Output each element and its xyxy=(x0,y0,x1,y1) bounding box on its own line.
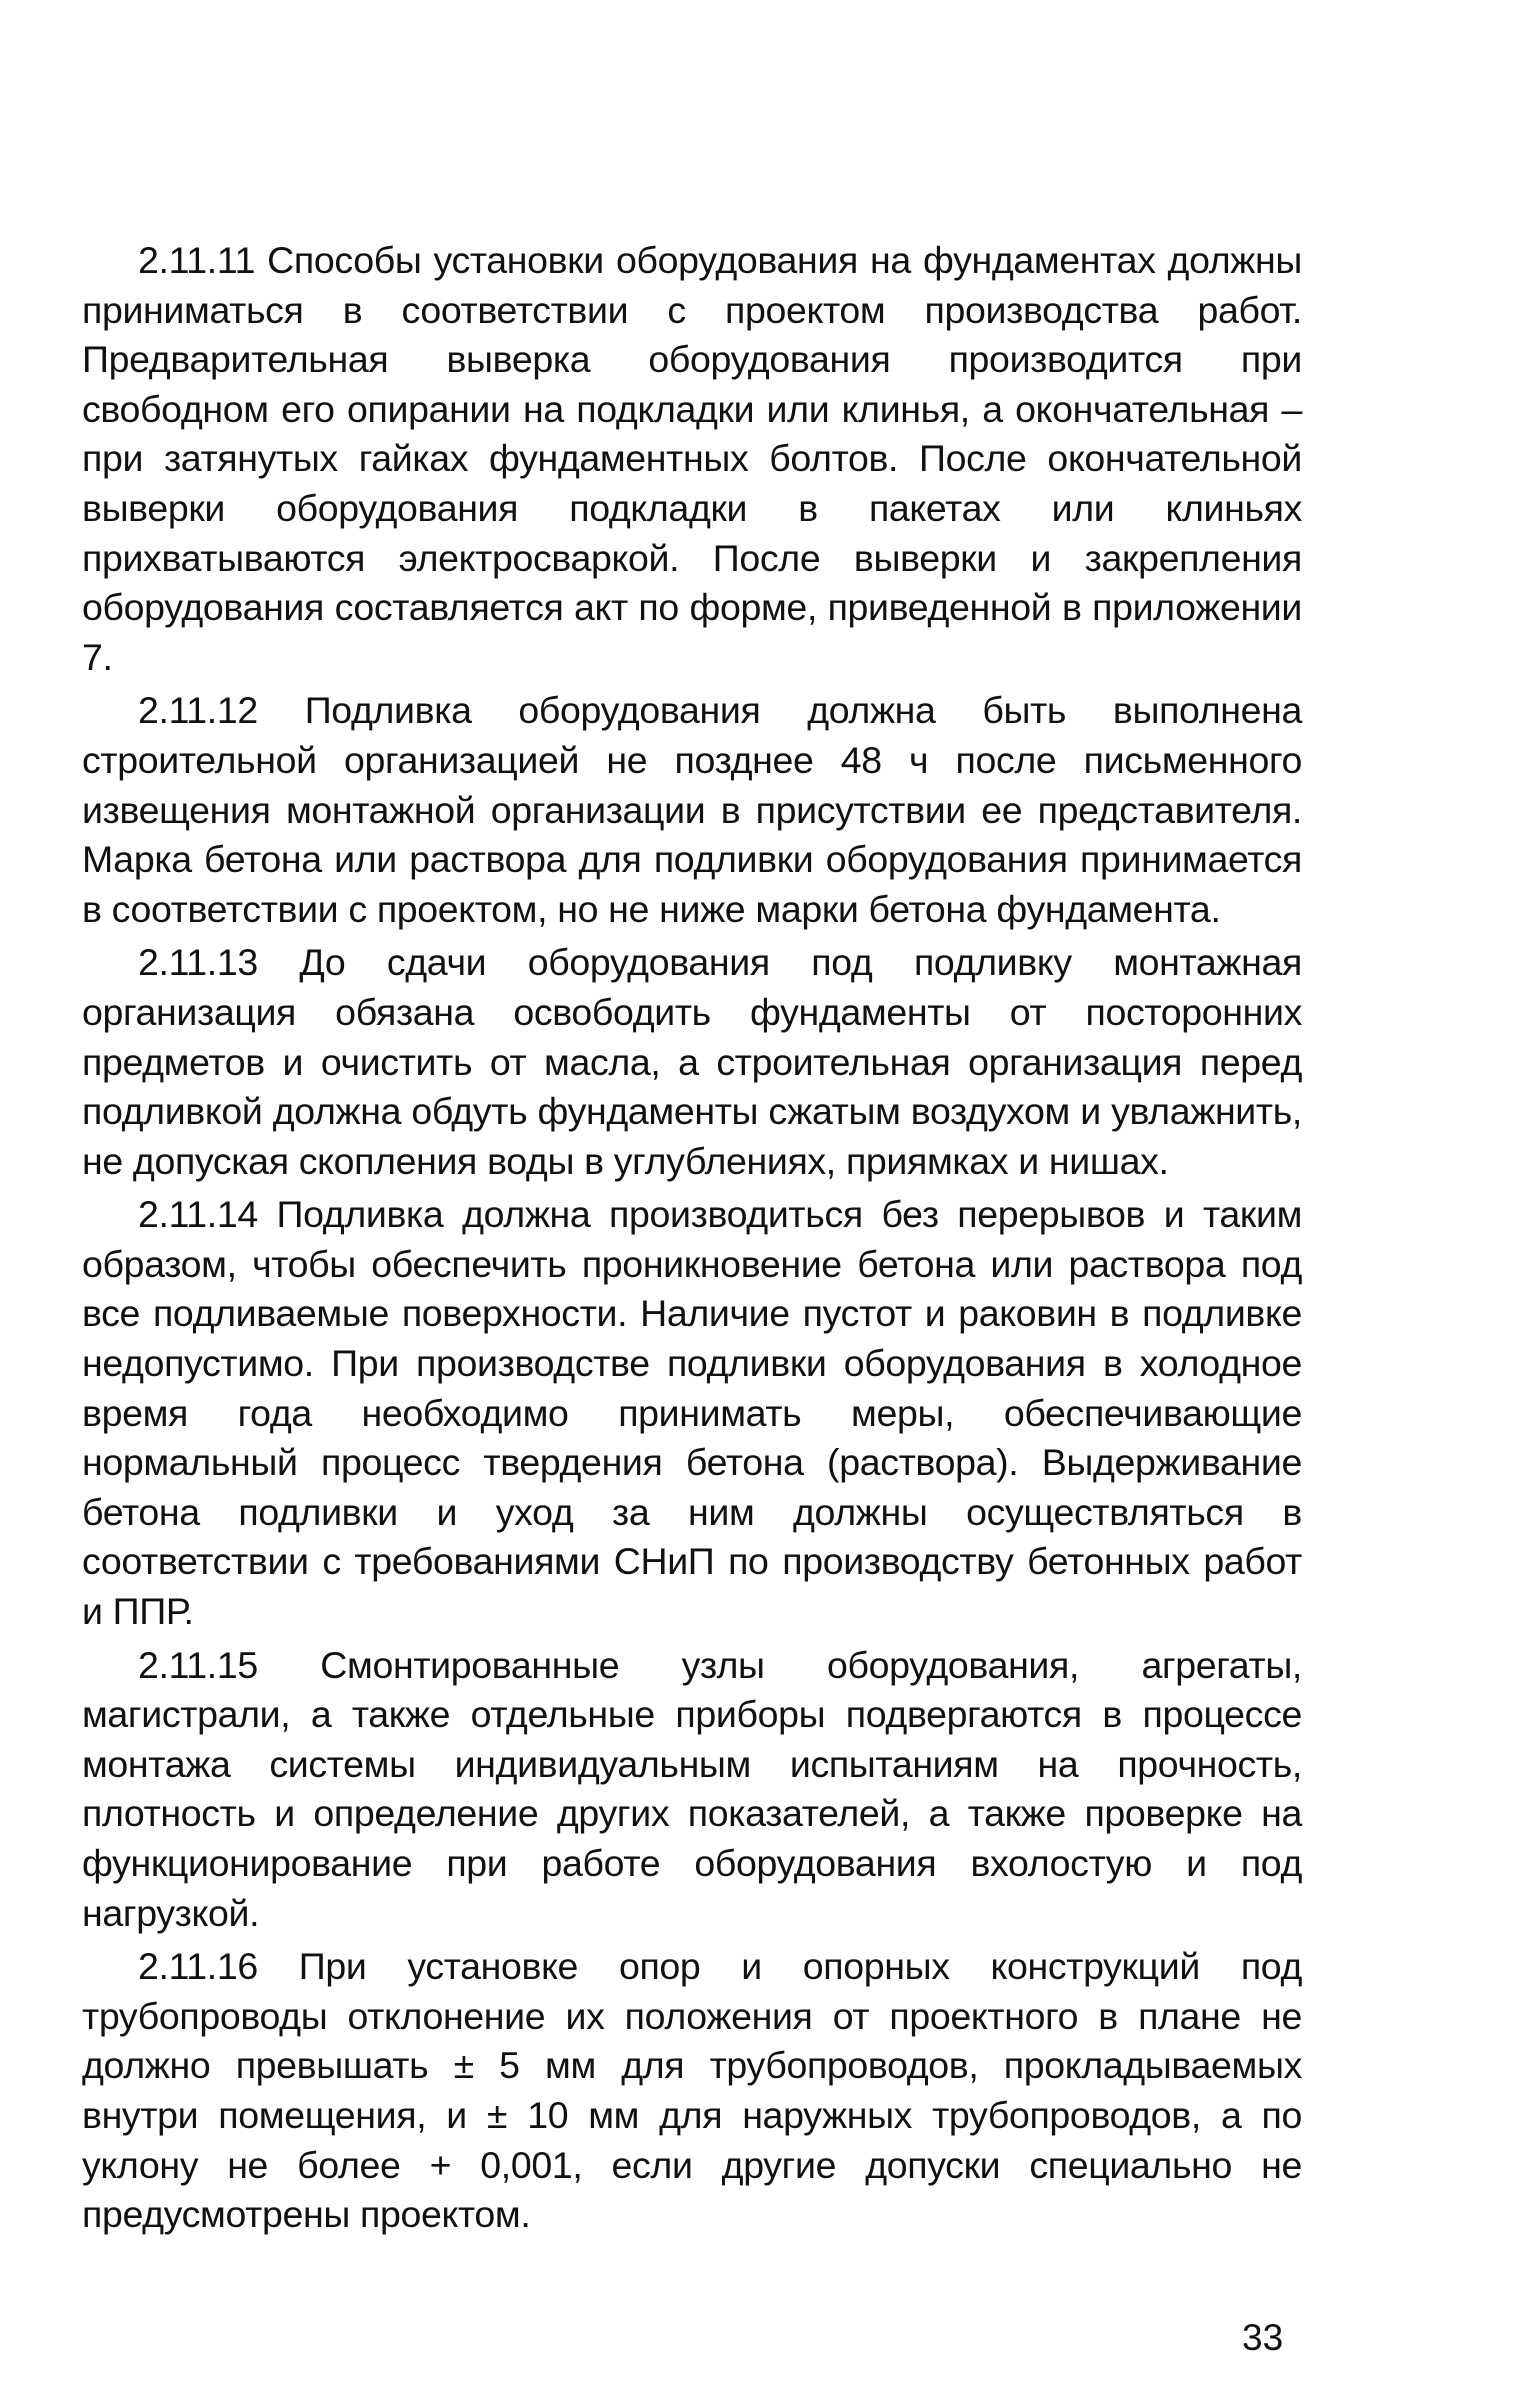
paragraph-2-11-13: 2.11.13 До сдачи оборудования под подливку монтажная организация обязана освободить фундаменты от посторонних предметов и очистить от масла, а строительная организация перед подливкой должна обдуть фундаменты сжатым воздухом и увлажнить, не допуская скопления воды в углублениях, приямках и нишах. xyxy=(82,941,1302,1182)
paragraph-2-11-12: 2.11.12 Подливка оборудования должна быть выполнена строительной организацией не позднее 48 ч после письменного извещения монтажной организации в присутствии ее представителя. Марка бетона или раствора для подливки оборудования принимается в соответствии с проектом, но не ниже марки бетона фундамента. xyxy=(82,689,1302,930)
paragraph-2-11-15: 2.11.15 Смонтированные узлы оборудования, агрегаты, магистрали, а также отдельные приборы подвергаются в процессе монтажа системы индивидуальным испытаниям на прочность, плотность и определение других показателей, а также проверке на функционирование при работе оборудования вхолостую и под нагрузкой. xyxy=(82,1643,1302,1934)
document-page xyxy=(82,236,1302,2356)
paragraph-2-11-11: 2.11.11 Способы установки оборудования на фундаментах должны приниматься в соответствии с проектом производства работ. Предварительная выверка оборудования производится при свободном его опирании на подкладки или клинья, а окончательная – при затянутых гайках фундаментных болтов. После окончательной выверки оборудования подкладки в пакетах или клиньях прихватываются электросваркой. После выверки и закрепления оборудования составляется акт по форме, приведенной в приложении 7. xyxy=(82,239,1302,678)
paragraph-2-11-14: 2.11.14 Подливка должна производиться без перерывов и таким образом, чтобы обеспечить проникновение бетона или раствора под все подливаемые поверхности. Наличие пустот и раковин в подливке недопустимо. При производстве подливки оборудования в холодное время года необходимо принимать меры, обеспечивающие нормальный процесс твердения бетона (раствора). Выдерживание бетона подливки и уход за ним должны осуществляться в соответствии с требованиями СНиП по производству бетонных работ и ППР. xyxy=(82,1193,1302,1633)
paragraph-2-11-16: 2.11.16 При установке опор и опорных конструкций под трубопроводы отклонение их положения от проектного в плане не должно превышать ± 5 мм для трубопроводов, прокладываемых внутри помещения, и ± 10 мм для наружных трубопроводов, а по уклону не более + 0,001, если другие допуски специально не предусмотрены проектом. xyxy=(82,1945,1302,2236)
page-number: 33 xyxy=(1242,2317,1284,2358)
